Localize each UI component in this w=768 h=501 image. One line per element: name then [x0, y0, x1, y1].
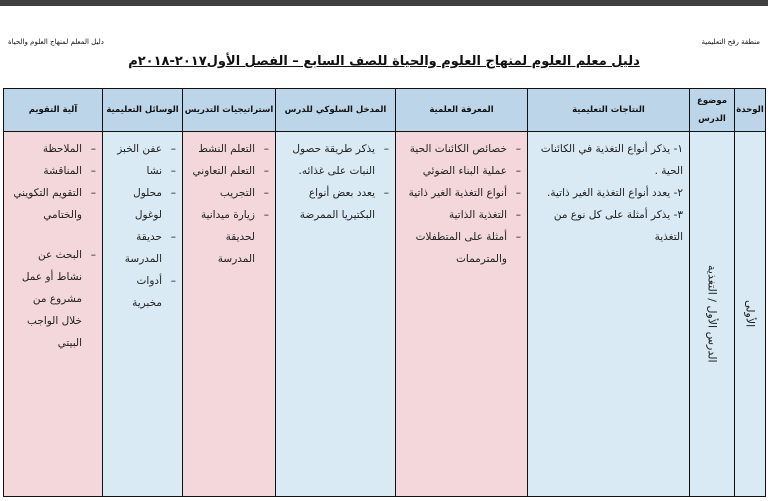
aid-item: – حديقة المدرسة [109, 226, 176, 270]
assessment-item: – الملاحظة [10, 138, 96, 160]
assessment-cell [4, 132, 103, 497]
col-header-behavioral: المدخل السلوكي للدرس [276, 89, 396, 132]
unit-cell [735, 132, 766, 497]
strategies-cell [183, 132, 276, 497]
knowledge-cell [396, 132, 528, 497]
strategy-item: – التعلم النشط [189, 138, 269, 160]
aid-item: – نشا [109, 160, 176, 182]
strategy-item: – التعلم التعاوني [189, 160, 269, 182]
outcome-item: ١- يذكر أنواع التغذية في الكائنات الحية . [540, 143, 683, 177]
assessment-item: – البحث عن نشاط أو عمل مشروع من خلال الواجب البيتي [10, 244, 96, 354]
col-header-knowledge: المعرفة العلمية [396, 89, 528, 132]
behavioral-item: – يعدد بعض أنواع البكتيريا الممرضة [282, 182, 389, 226]
topic-value: الدرس الأول / التغذية [705, 265, 719, 363]
lesson-plan-table [3, 88, 766, 497]
aid-item: – عفن الخبز [109, 138, 176, 160]
topic-cell [690, 132, 735, 497]
knowledge-item: – أمثلة على المتطفلات والمترممات [402, 226, 521, 270]
col-header-strategies: استراتيجيات التدريس [183, 89, 276, 132]
aid-item: – محلول لوغول [109, 182, 176, 226]
knowledge-item: – عملية البناء الضوئي [402, 160, 521, 182]
behavioral-item: – يذكر طريقة حصول النبات على غذائه. [282, 138, 389, 182]
col-header-topic: موضوع الدرس [690, 89, 735, 132]
top-border [0, 0, 768, 6]
assessment-item: – التقويم التكويني والختامي [10, 182, 96, 226]
knowledge-item: – التغذية الذاتية [402, 204, 521, 226]
outcome-item: ٣- يذكر أمثلة على كل نوع من التغذية [553, 209, 683, 243]
strategy-item: – التجريب [189, 182, 269, 204]
col-header-aids: الوسائل التعليمية [103, 89, 183, 132]
behavioral-cell [276, 132, 396, 497]
assessment-item: – المناقشة [10, 160, 96, 182]
outcome-item: ٢- يعدد أنواع التغذية الغير ذاتية. [547, 187, 683, 199]
knowledge-item: – أنواع التغذية الغير ذاتية [402, 182, 521, 204]
aids-cell [103, 132, 183, 497]
col-header-outcomes: النتاجات التعليمية [528, 89, 690, 132]
header-left-note: دليل المعلم لمنهاج العلوم والحياة [8, 38, 104, 46]
strategy-item: – زيارة ميدانية لحديقة المدرسة [189, 204, 269, 270]
col-header-assessment: آلية التقويم [4, 89, 103, 132]
header-row [4, 89, 766, 132]
knowledge-item: – خصائص الكائنات الحية [402, 138, 521, 160]
aid-item: – أدوات مخبرية [109, 270, 176, 314]
outcomes-cell [528, 132, 690, 497]
document-title: دليل معلم العلوم لمنهاج العلوم والحياة للصف السابع – الفصل الأول٢٠١٧-٢٠١٨م [128, 54, 640, 69]
content-row [4, 132, 766, 497]
header-right-note: منطقة رفح التعليمية [701, 38, 760, 46]
col-header-unit: الوحدة [735, 89, 766, 132]
unit-value: الأولى [743, 300, 757, 328]
